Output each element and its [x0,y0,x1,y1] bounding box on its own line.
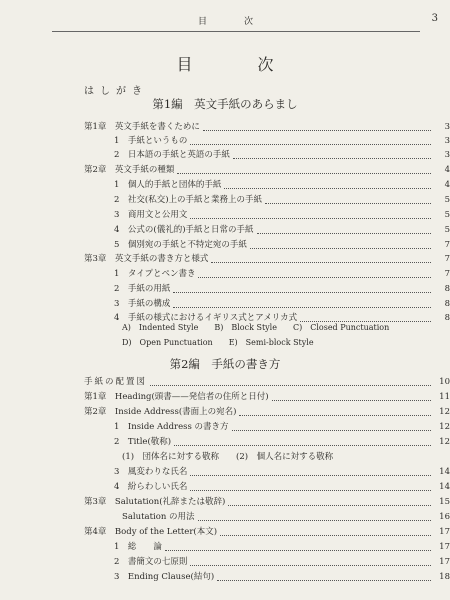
toc-entry-page: 17 [439,527,450,537]
toc-entry-page: 14 [439,467,450,477]
letter-styles-line: A) Indented Style B) Block Style C) Closed Punctuation [122,323,390,332]
toc-entry-label: 3 風変わりな氏名 [114,467,188,477]
toc-entry-page: 18 [439,572,450,582]
toc-entry-page: 12 [439,422,450,432]
toc-entry-label: 4 手紙の様式におけるイギリス式とアメリカ式 [114,313,298,323]
letter-styles-line: D) Open Punctuation E) Semi-block Style [122,338,314,347]
toc-entry-label: 3 手紙の構成 [114,299,171,309]
toc-entry-label: 第2章 英文手紙の種類 [84,165,175,175]
toc-entry [0,238,450,252]
leader-dots [198,277,431,278]
leader-dots [173,307,431,308]
leader-dots [190,218,431,219]
leader-dots [165,550,431,551]
toc-entry-label: 第1章 Heading(頭書——発信者の住所と日付) [84,392,269,402]
toc-entry [0,420,450,434]
toc-entry-page: 8 [444,284,450,294]
leader-dots [217,580,431,581]
page-number: 3 [431,13,438,24]
toc-entry-page: 5 [444,225,450,235]
leader-dots [150,385,431,386]
toc-entry [0,252,450,266]
leader-dots [272,400,431,401]
toc-entry-page: 16 [439,512,450,522]
toc-entry-label: Salutation の用法 [122,512,195,522]
leader-dots [177,173,431,174]
toc-entry-page: 14 [439,482,450,492]
toc-entry [0,465,450,479]
leader-dots [239,415,431,416]
toc-entry-label: 3 Ending Clause(結句) [114,572,215,582]
toc-entry [0,390,450,404]
toc-entry-page: 7 [444,240,450,250]
toc-entry [0,120,450,134]
toc-entry-page: 4 [444,180,450,190]
toc-entry-page: 8 [444,313,450,323]
toc-entry-label: 1 個人的手紙と団体的手紙 [114,180,222,190]
leader-dots [211,262,431,263]
toc-entry-label: 第4章 Body of the Letter(本文) [84,527,218,537]
leader-dots [203,130,431,131]
toc-entry-label: 2 社交(私交)上の手紙と業務上の手紙 [114,195,263,205]
toc-entry [0,510,450,524]
toc-entry-label: 手紙の配置図 [84,377,148,387]
toc-entry [0,282,450,296]
toc-entry-label: 2 Title(敬称) [114,437,172,447]
toc-entry-page: 3 [444,136,450,146]
toc-entry-page: 7 [444,269,450,279]
toc-entry [0,435,450,449]
toc-entry-page: 4 [444,165,450,175]
toc-entry-page: 17 [439,542,450,552]
toc-entry-label: 2 日本語の手紙と英語の手紙 [114,150,230,160]
toc-entry-page: 12 [439,407,450,417]
leader-dots [173,292,431,293]
toc-entry-page: 10 [439,377,450,387]
toc-entry-label: 第2章 Inside Address(書面上の宛名) [84,407,237,417]
leader-dots [257,233,431,234]
toc-entry [0,570,450,584]
leader-dots [190,475,431,476]
leader-dots [190,490,431,491]
toc-entry-label: 第3章 Salutation(礼辞または敬辞) [84,497,226,507]
leader-dots [174,445,431,446]
toc-entry-label: 2 手紙の用紙 [114,284,171,294]
part-title: 第2編 手紙の書き方 [169,357,281,371]
toc-entry-label: 1 手紙というもの [114,136,188,146]
toc-entry-page: 3 [444,150,450,160]
toc-entry [0,163,450,177]
toc-entry [0,375,450,389]
running-header [0,14,450,30]
toc-entry-label: 1 タイプとペン書き [114,269,196,279]
leader-dots [228,505,431,506]
part-title: 第1編 英文手紙のあらまし [152,97,298,111]
toc-entry [0,405,450,419]
leader-dots [190,565,431,566]
leader-dots [224,188,431,189]
toc-entry-label: 4 公式の(儀礼的)手紙と日常の手紙 [114,225,254,235]
toc-entry [0,134,450,148]
toc-entry-page: 7 [444,254,450,264]
toc-entry-label: (1) 団体名に対する敬称 (2) 個人名に対する敬称 [122,452,334,462]
toc-entry [0,297,450,311]
toc-entry-page: 12 [439,437,450,447]
toc-entry [0,267,450,281]
toc-entry-label: 2 書簡文の七原則 [114,557,188,567]
toc-entry [0,540,450,554]
toc-entry-label: 第1章 英文手紙を書くために [84,122,200,132]
toc-entry-page: 3 [444,122,450,132]
toc-entry [0,450,450,464]
toc-entry-page: 5 [444,210,450,220]
toc-entry [0,193,450,207]
toc-title: 目 次 [176,55,304,74]
toc-entry-label: 4 紛らわしい氏名 [114,482,188,492]
toc-entry [0,480,450,494]
leader-dots [198,520,432,521]
leader-dots [190,144,431,145]
toc-entry-label: 3 商用文と公用文 [114,210,188,220]
toc-entry-page: 15 [439,497,450,507]
toc-entry [0,178,450,192]
leader-dots [250,248,431,249]
toc-entry-page: 11 [439,392,450,402]
leader-dots [220,535,431,536]
leader-dots [265,203,431,204]
toc-entry-label: 1 Inside Address の書き方 [114,422,229,432]
running-title: 目 次 [198,17,268,27]
toc-entry [0,495,450,509]
toc-entry [0,223,450,237]
toc-entry-page: 5 [444,195,450,205]
preface-entry: はしがき [84,86,148,97]
toc-entry-label: 第3章 英文手紙の書き方と様式 [84,254,209,264]
toc-entry [0,555,450,569]
toc-entry [0,148,450,162]
leader-dots [233,158,431,159]
toc-entry-page: 8 [444,299,450,309]
toc-entry [0,525,450,539]
toc-entry [0,208,450,222]
toc-entry-label: 5 個別宛の手紙と不特定宛の手紙 [114,240,247,250]
toc-entry-label: 1 総 論 [114,542,162,552]
header-rule [52,31,420,32]
toc-entry-page: 17 [439,557,450,567]
leader-dots [232,430,431,431]
